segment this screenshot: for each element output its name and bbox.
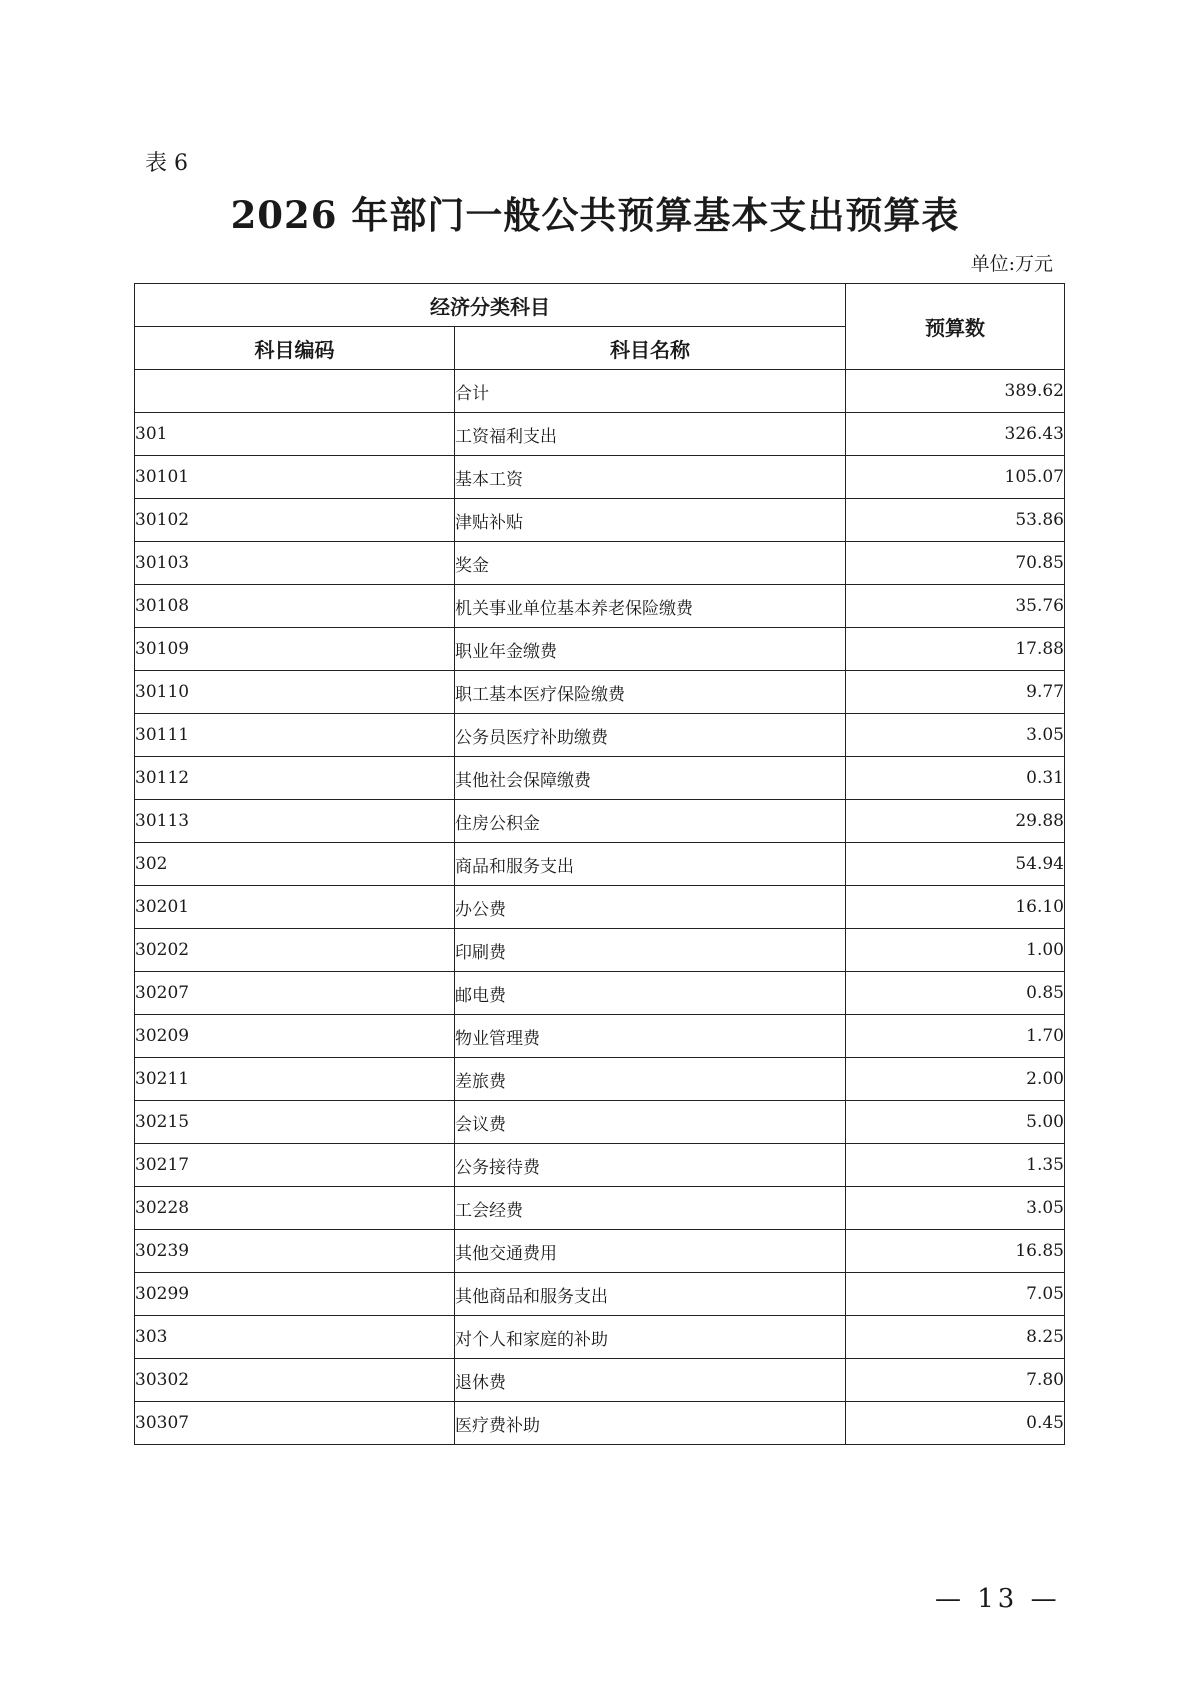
table-row (135, 757, 1065, 800)
subject-name-cell: 商品和服务支出 (455, 843, 846, 886)
subject-name-cell: 会议费 (455, 1101, 846, 1144)
table-row (135, 1015, 1065, 1058)
subject-code-cell: 301 (135, 413, 455, 456)
subject-name-cell: 差旅费 (455, 1058, 846, 1101)
subject-code-cell: 302 (135, 843, 455, 886)
table-row (135, 1101, 1065, 1144)
budget-amount-cell: 16.10 (846, 886, 1065, 929)
subject-name-cell: 职工基本医疗保险缴费 (455, 671, 846, 714)
subject-name-cell: 印刷费 (455, 929, 846, 972)
unit-label: 单位:万元 (970, 253, 1053, 275)
table-row (135, 972, 1065, 1015)
subject-code-cell: 30207 (135, 972, 455, 1015)
subject-name-cell: 其他交通费用 (455, 1230, 846, 1273)
subject-code-cell: 30103 (135, 542, 455, 585)
subject-code-cell: 30228 (135, 1187, 455, 1230)
subject-name-cell: 办公费 (455, 886, 846, 929)
subject-code-cell: 30101 (135, 456, 455, 499)
table-row (135, 1402, 1065, 1445)
document-title: 2026 年部门一般公共预算基本支出预算表 (230, 193, 960, 237)
subject-code-cell: 303 (135, 1316, 455, 1359)
subject-name-cell: 机关事业单位基本养老保险缴费 (455, 585, 846, 628)
subject-code-cell: 30113 (135, 800, 455, 843)
table-row (135, 370, 1065, 413)
budget-amount-cell: 7.80 (846, 1359, 1065, 1402)
table-row (135, 542, 1065, 585)
budget-amount-cell: 9.77 (846, 671, 1065, 714)
budget-table (134, 283, 1065, 1445)
budget-amount-cell: 53.86 (846, 499, 1065, 542)
table-row (135, 585, 1065, 628)
subject-code-cell: 30211 (135, 1058, 455, 1101)
subject-code-cell: 30201 (135, 886, 455, 929)
budget-amount-cell: 2.00 (846, 1058, 1065, 1101)
table-row (135, 456, 1065, 499)
subject-name-cell: 基本工资 (455, 456, 846, 499)
subject-code-cell: 30215 (135, 1101, 455, 1144)
budget-amount-cell: 1.00 (846, 929, 1065, 972)
budget-amount-cell: 5.00 (846, 1101, 1065, 1144)
table-row (135, 1230, 1065, 1273)
subject-code-cell: 30202 (135, 929, 455, 972)
subject-code-cell: 30299 (135, 1273, 455, 1316)
subject-code-cell: 30111 (135, 714, 455, 757)
subject-name-cell: 对个人和家庭的补助 (455, 1316, 846, 1359)
subject-code-cell: 30108 (135, 585, 455, 628)
budget-amount-cell: 326.43 (846, 413, 1065, 456)
budget-amount-cell: 17.88 (846, 628, 1065, 671)
budget-amount-cell: 16.85 (846, 1230, 1065, 1273)
subject-code-cell: 30307 (135, 1402, 455, 1445)
table-row (135, 843, 1065, 886)
subject-code-cell: 30109 (135, 628, 455, 671)
subject-code-cell: 30217 (135, 1144, 455, 1187)
subject-name-cell: 职业年金缴费 (455, 628, 846, 671)
budget-amount-cell: 3.05 (846, 714, 1065, 757)
subject-name-cell: 公务接待费 (455, 1144, 846, 1187)
subject-code-cell: 30239 (135, 1230, 455, 1273)
table-row (135, 1359, 1065, 1402)
budget-amount-cell: 35.76 (846, 585, 1065, 628)
budget-amount-cell: 0.31 (846, 757, 1065, 800)
table-row (135, 886, 1065, 929)
budget-amount-cell: 54.94 (846, 843, 1065, 886)
budget-amount-cell: 389.62 (846, 370, 1065, 413)
budget-amount-cell: 8.25 (846, 1316, 1065, 1359)
subject-name-cell: 物业管理费 (455, 1015, 846, 1058)
table-row (135, 628, 1065, 671)
budget-amount-cell: 29.88 (846, 800, 1065, 843)
subject-name-cell: 退休费 (455, 1359, 846, 1402)
subject-code-cell: 30209 (135, 1015, 455, 1058)
subject-code-cell: 30302 (135, 1359, 455, 1402)
subject-name-cell: 合计 (455, 370, 846, 413)
budget-amount-cell: 3.05 (846, 1187, 1065, 1230)
table-number-label: 表 6 (145, 151, 188, 176)
subject-name-cell: 邮电费 (455, 972, 846, 1015)
table-row (135, 714, 1065, 757)
budget-amount-cell: 1.70 (846, 1015, 1065, 1058)
economic-classification-header: 经济分类科目 (135, 284, 846, 327)
subject-code-cell: 30102 (135, 499, 455, 542)
table-row (135, 1058, 1065, 1101)
table-row (135, 413, 1065, 456)
table-row (135, 1187, 1065, 1230)
page-number: — 13 — (935, 1584, 1061, 1614)
subject-name-cell: 工资福利支出 (455, 413, 846, 456)
table-row (135, 1144, 1065, 1187)
subject-name-cell: 其他社会保障缴费 (455, 757, 846, 800)
table-body (135, 370, 1065, 1445)
subject-name-cell: 津贴补贴 (455, 499, 846, 542)
subject-code-header: 科目编码 (135, 327, 455, 370)
budget-amount-header: 预算数 (846, 284, 1065, 370)
budget-amount-cell: 70.85 (846, 542, 1065, 585)
table-row (135, 929, 1065, 972)
table-row (135, 499, 1065, 542)
table-row (135, 671, 1065, 714)
budget-amount-cell: 1.35 (846, 1144, 1065, 1187)
subject-code-cell (135, 370, 455, 413)
subject-name-cell: 奖金 (455, 542, 846, 585)
subject-name-cell: 住房公积金 (455, 800, 846, 843)
subject-name-cell: 医疗费补助 (455, 1402, 846, 1445)
table-row (135, 800, 1065, 843)
subject-name-cell: 公务员医疗补助缴费 (455, 714, 846, 757)
budget-amount-cell: 105.07 (846, 456, 1065, 499)
subject-name-cell: 工会经费 (455, 1187, 846, 1230)
header-row-group (135, 284, 1065, 327)
budget-amount-cell: 0.45 (846, 1402, 1065, 1445)
subject-name-cell: 其他商品和服务支出 (455, 1273, 846, 1316)
table-row (135, 1273, 1065, 1316)
table-row (135, 1316, 1065, 1359)
subject-code-cell: 30112 (135, 757, 455, 800)
subject-code-cell: 30110 (135, 671, 455, 714)
budget-amount-cell: 0.85 (846, 972, 1065, 1015)
subject-name-header: 科目名称 (455, 327, 846, 370)
budget-amount-cell: 7.05 (846, 1273, 1065, 1316)
